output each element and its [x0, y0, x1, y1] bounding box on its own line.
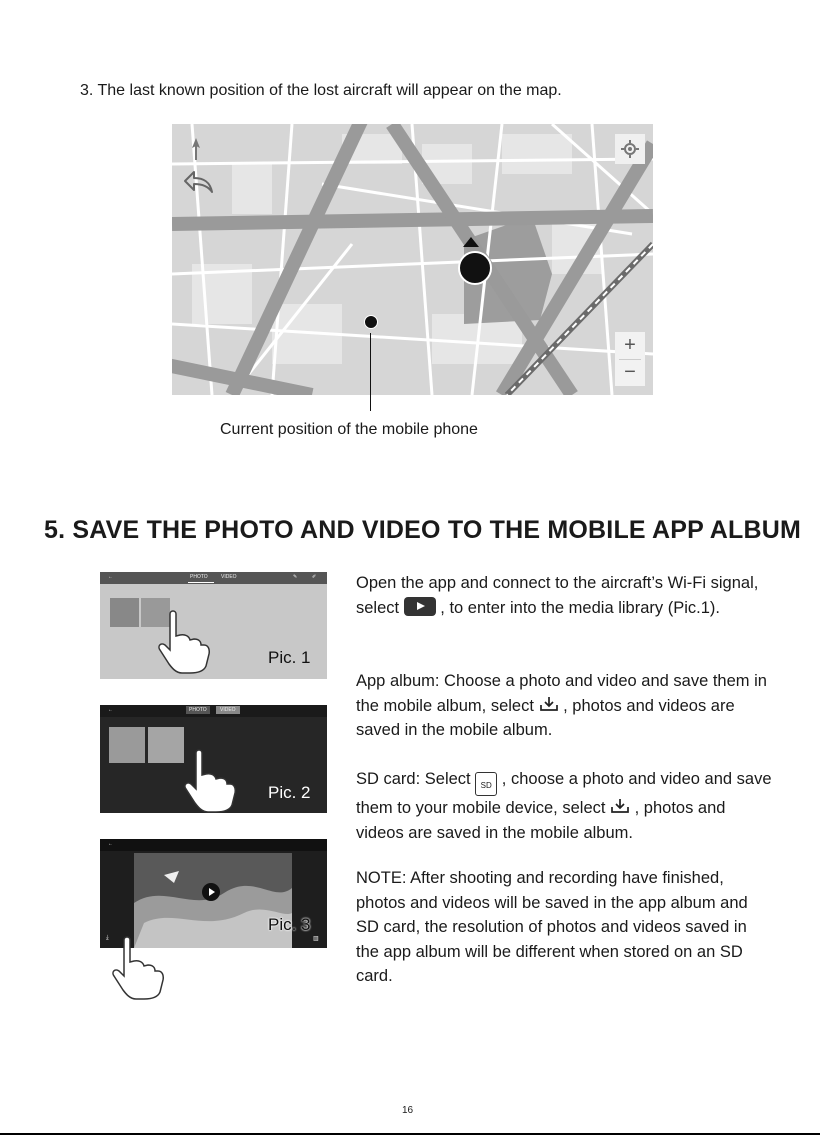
zoom-out-button[interactable]: − — [624, 361, 636, 383]
pic2-screenshot — [100, 705, 327, 813]
phone-position-caption: Current position of the mobile phone — [220, 421, 478, 438]
instruction-app-album: App album: Choose a photo and video and save them in the mobile album, select , photos and videos are saved in the mobile album. — [356, 672, 767, 740]
tab-photo[interactable]: PHOTO — [190, 574, 208, 580]
page-number: 16 — [402, 1105, 414, 1116]
hand-pointer-icon — [152, 608, 216, 674]
callout-line — [370, 333, 371, 411]
instruction-note: NOTE: After shooting and recording have finished, photos and videos will be saved in the app album and SD card, the resolution of photos and videos saved in the app album will be different when stored on an SD card. — [356, 869, 748, 986]
zoom-in-button[interactable]: + — [624, 334, 636, 356]
locate-button[interactable] — [615, 134, 645, 164]
hand-pointer-icon — [178, 747, 242, 813]
back-icon[interactable]: ← — [108, 707, 113, 713]
pic1-top-bar — [100, 572, 327, 584]
trash-icon[interactable]: ▥ — [313, 936, 319, 942]
step-3-text: 3. The last known position of the lost aircraft will appear on the map. — [80, 82, 562, 99]
sd-card-icon: SD — [475, 772, 497, 796]
download-icon — [539, 696, 559, 712]
download-icon — [610, 798, 630, 814]
delete-icon[interactable]: ✎ — [293, 574, 298, 580]
pic2-top-bar — [100, 705, 327, 717]
pic2-label: Pic. 2 — [268, 783, 311, 802]
hand-pointer-icon — [106, 934, 170, 1000]
map-streets — [172, 124, 653, 395]
tab-video[interactable]: VIDEO — [216, 706, 240, 714]
pic3-label: Pic. 3 — [268, 915, 311, 934]
play-button[interactable] — [202, 883, 220, 901]
tab-underline — [188, 582, 214, 583]
locate-icon — [615, 134, 645, 164]
tab-photo[interactable]: PHOTO — [186, 706, 210, 714]
pic3-top-bar — [100, 839, 327, 851]
compass-icon — [186, 136, 206, 162]
tab-video[interactable]: VIDEO — [221, 574, 237, 580]
aircraft-heading-icon — [463, 235, 479, 247]
media-library-icon — [404, 597, 436, 616]
instruction-sd-card: SD card: Select SD , choose a photo and video and save them to your mobile device, select , photos and videos are saved in the mobile album. — [356, 770, 772, 842]
section-title: 5. SAVE THE PHOTO AND VIDEO TO THE MOBILE APP ALBUM — [44, 516, 802, 544]
thumbnail[interactable] — [110, 598, 139, 627]
pic1-label: Pic. 1 — [268, 648, 311, 667]
pic1-screenshot — [100, 572, 327, 679]
edit-icon[interactable]: ✐ — [312, 574, 317, 580]
instruction-open-app: Open the app and connect to the aircraft’s Wi-Fi signal, select , to enter into the media library (Pic.1). — [356, 574, 759, 617]
thumbnail[interactable] — [109, 727, 145, 763]
back-icon[interactable]: ← — [108, 841, 113, 847]
phone-marker-icon — [364, 315, 378, 329]
zoom-controls — [615, 332, 645, 386]
back-icon[interactable]: ← — [108, 574, 113, 580]
back-icon[interactable] — [182, 168, 216, 194]
pic3-screenshot — [100, 839, 327, 948]
download-icon[interactable]: ⤓ — [106, 935, 109, 941]
map-view[interactable] — [172, 124, 653, 395]
aircraft-marker-icon — [458, 251, 492, 285]
